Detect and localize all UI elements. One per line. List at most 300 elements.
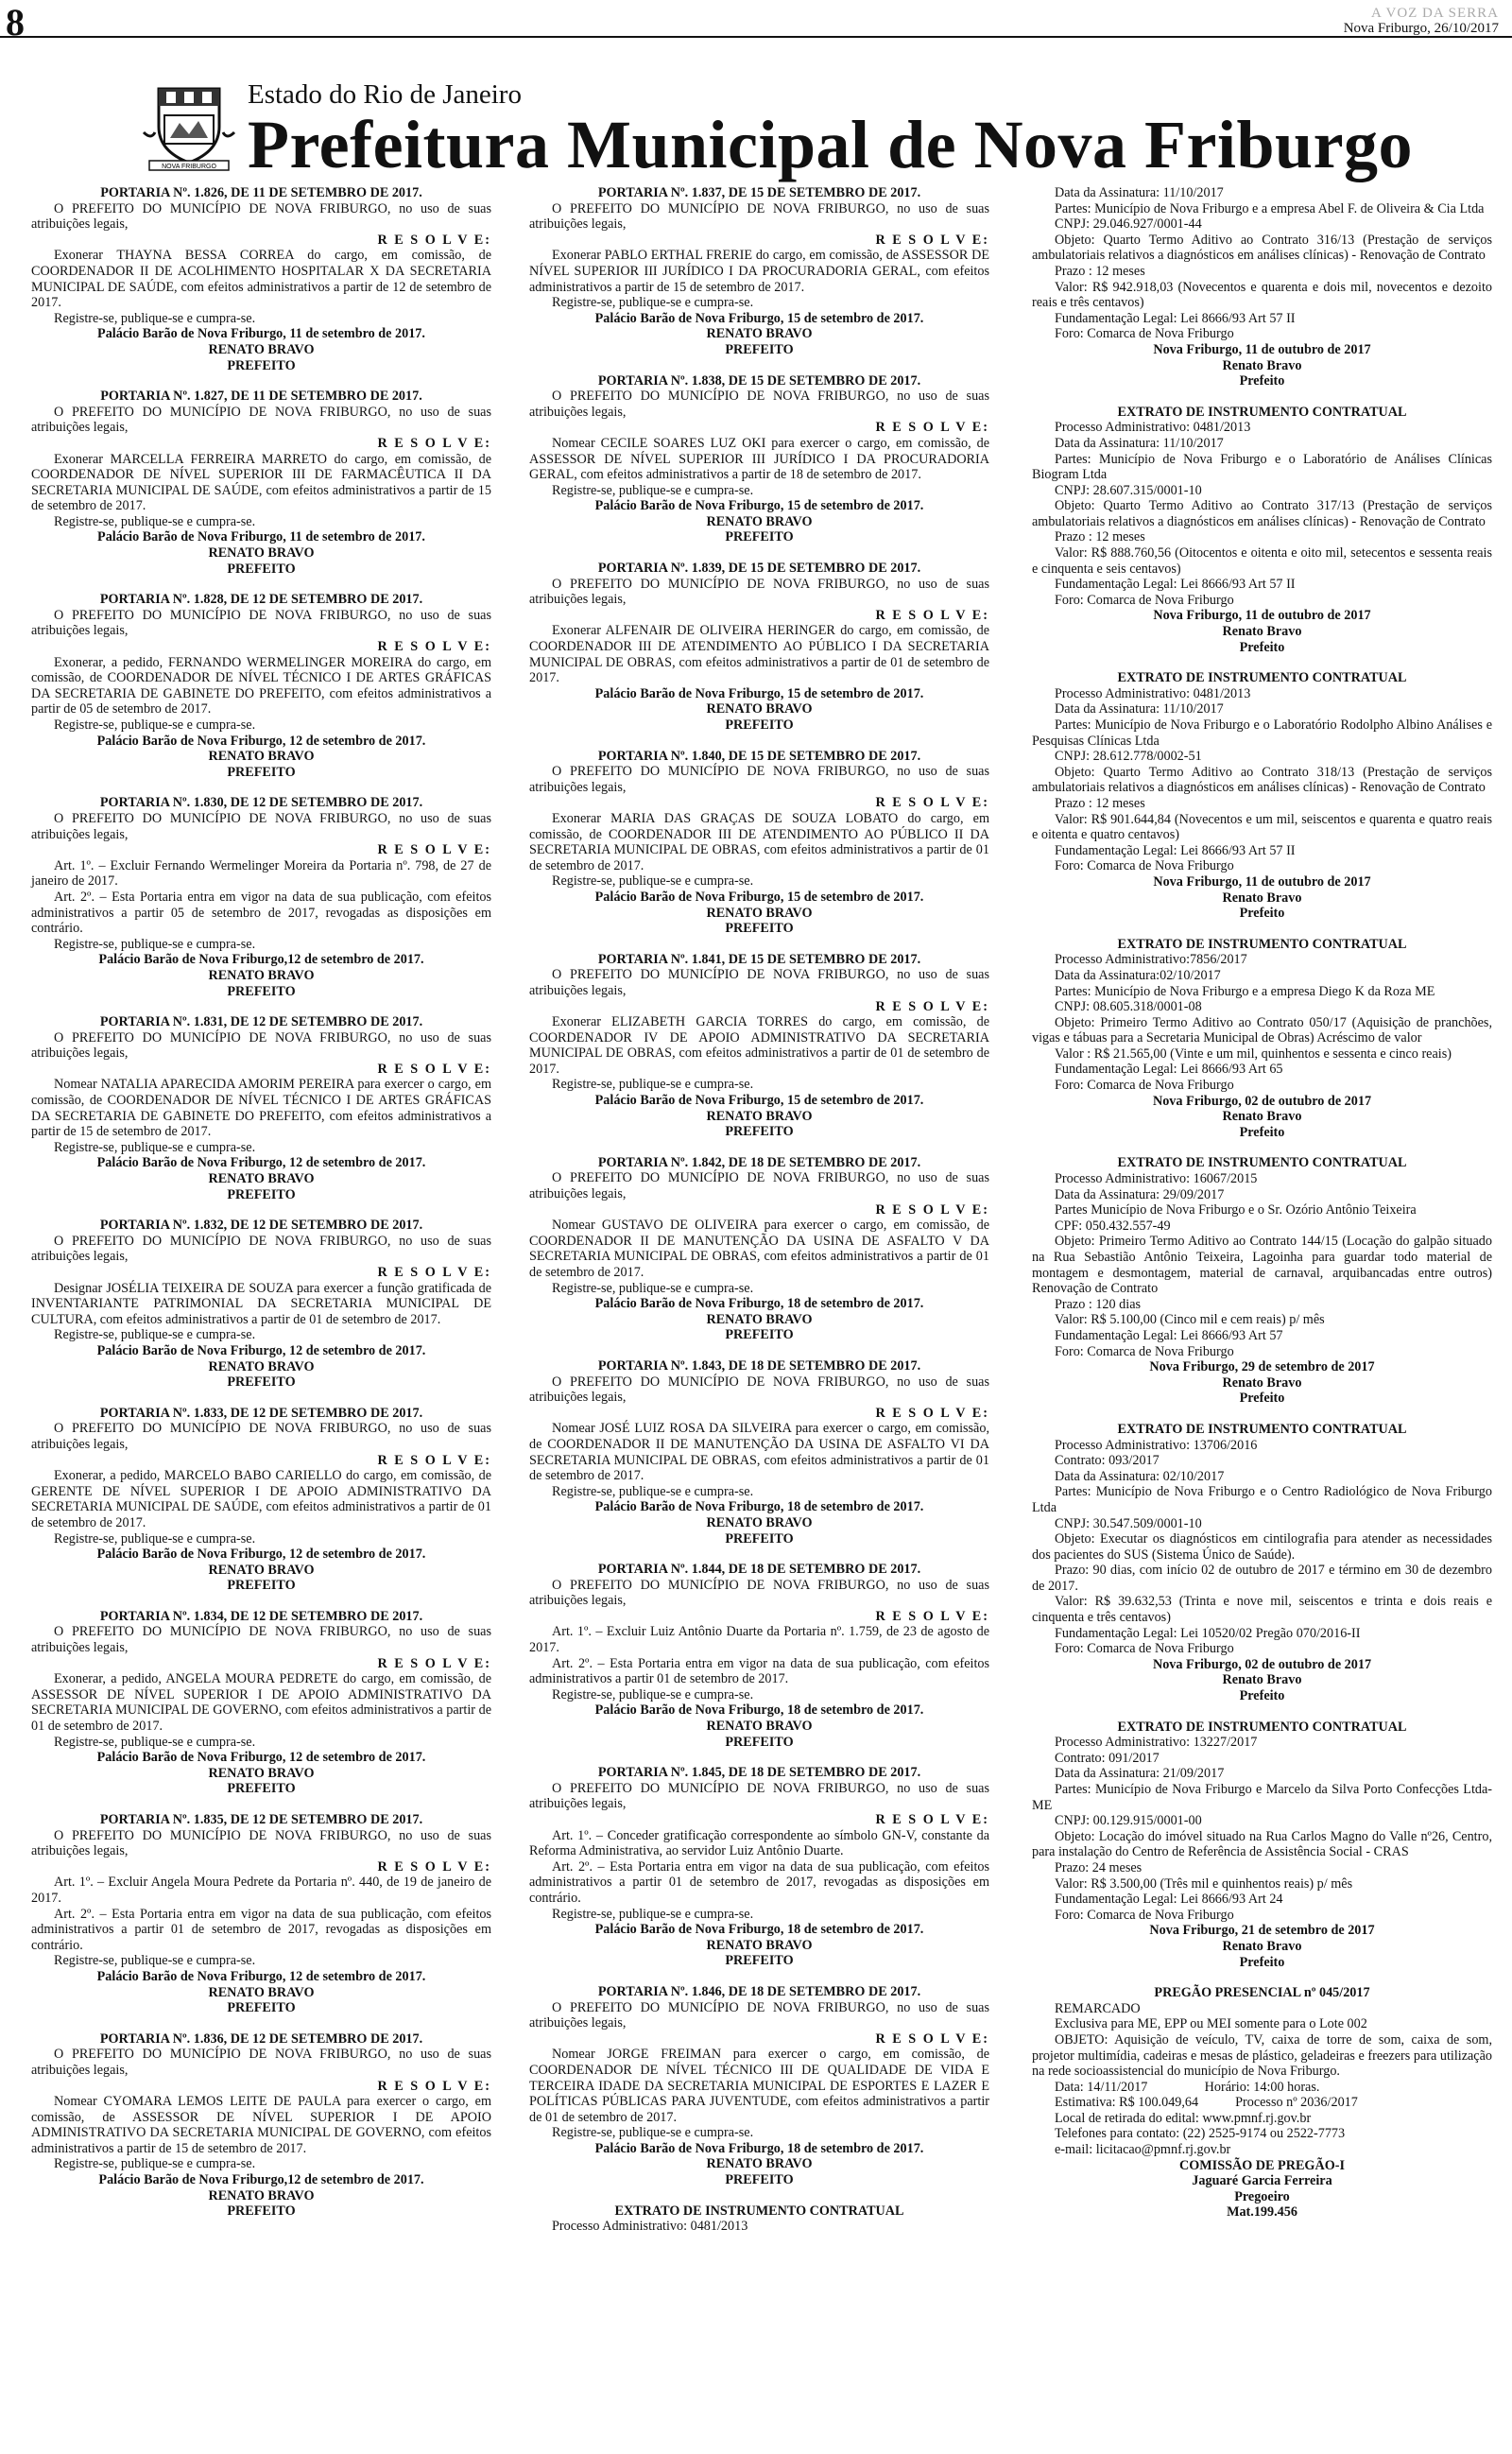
extract-line: Valor: R$ 39.632,53 (Trinta e nove mil, seiscentos e trinta e dois reais e cinquenta e três centavos) bbox=[1032, 1594, 1492, 1626]
portaria-place-date: Palácio Barão de Nova Friburgo, 12 de setembro de 2017. bbox=[96, 1547, 426, 1563]
extract-line: Processo Administrativo: 0481/2013 bbox=[1055, 420, 1251, 436]
portaria-block bbox=[31, 185, 491, 373]
pregao-line: REMARCADO bbox=[1055, 2000, 1141, 2016]
portaria-block bbox=[529, 1984, 989, 2188]
signer-name: RENATO BRAVO bbox=[208, 1765, 315, 1781]
portaria-register: Registre-se, publique-se e cumpra-se. bbox=[552, 1280, 754, 1296]
portaria-register: Registre-se, publique-se e cumpra-se. bbox=[54, 717, 256, 733]
extract-line: Valor: R$ 3.500,00 (Três mil e quinhentos reais) p/ mês bbox=[1055, 1875, 1353, 1892]
extract-line: Processo Administrativo: 13706/2016 bbox=[1055, 1437, 1258, 1453]
portaria-block bbox=[31, 592, 491, 780]
portaria-register: Registre-se, publique-se e cumpra-se. bbox=[54, 2156, 256, 2172]
extract-line: Foro: Comarca de Nova Friburgo bbox=[1055, 592, 1234, 608]
portaria-register: Registre-se, publique-se e cumpra-se. bbox=[552, 295, 754, 311]
extract-date: Nova Friburgo, 02 de outubro de 2017 bbox=[1152, 1093, 1372, 1109]
portaria-intro: O PREFEITO DO MUNICÍPIO DE NOVA FRIBURGO, no uso de suas atribuições legais, bbox=[31, 810, 491, 842]
portaria-block bbox=[529, 1358, 989, 1547]
signer-role: PREFEITO bbox=[725, 717, 794, 733]
portaria-body: Nomear CECILE SOARES LUZ OKI para exercer o cargo, em comissão, de ASSESSOR DE NÍVEL SUPERIOR III JURÍDICO I DA PROCURADORIA GERAL, com efeitos administrativos a partir de 18 de setembro de 2017. bbox=[529, 435, 989, 483]
resolve-label: R E S O L V E: bbox=[377, 1655, 491, 1671]
signer-name: Renato Bravo bbox=[1222, 1672, 1302, 1688]
portaria-title: PORTARIA Nº. 1.843, DE 18 DE SETEMBRO DE 2017. bbox=[597, 1357, 921, 1374]
portaria-title: PORTARIA Nº. 1.832, DE 12 DE SETEMBRO DE 2017. bbox=[99, 1218, 423, 1234]
portaria-register: Registre-se, publique-se e cumpra-se. bbox=[552, 482, 754, 498]
signer-name: RENATO BRAVO bbox=[208, 341, 315, 357]
signer-name: RENATO BRAVO bbox=[208, 967, 315, 983]
portaria-block bbox=[31, 1609, 491, 1797]
signer-role: Prefeito bbox=[1239, 906, 1285, 922]
resolve-label: R E S O L V E: bbox=[875, 420, 989, 436]
portaria-place-date: Palácio Barão de Nova Friburgo,12 de setembro de 2017. bbox=[98, 952, 424, 968]
extract-line: Valor: R$ 5.100,00 (Cinco mil e cem reais) p/ mês bbox=[1055, 1312, 1325, 1328]
portaria-place-date: Palácio Barão de Nova Friburgo, 12 de setembro de 2017. bbox=[96, 1968, 426, 1984]
extract-block bbox=[1032, 937, 1492, 1141]
portaria-intro: O PREFEITO DO MUNICÍPIO DE NOVA FRIBURGO, no uso de suas atribuições legais, bbox=[529, 1780, 989, 1812]
extract-line: Valor: R$ 942.918,03 (Novecentos e quarenta e dois mil, novecentos e dezoito reais e três centavos) bbox=[1032, 279, 1492, 311]
signer-name: Renato Bravo bbox=[1222, 1109, 1302, 1125]
portaria-register: Registre-se, publique-se e cumpra-se. bbox=[552, 1686, 754, 1702]
signer-role: PREFEITO bbox=[725, 1530, 794, 1547]
portaria-title: PORTARIA Nº. 1.846, DE 18 DE SETEMBRO DE 2017. bbox=[597, 1983, 921, 1999]
portaria-intro: O PREFEITO DO MUNICÍPIO DE NOVA FRIBURGO, no uso de suas atribuições legais, bbox=[31, 1421, 491, 1452]
portaria-register: Registre-se, publique-se e cumpra-se. bbox=[552, 1077, 754, 1093]
portaria-block bbox=[529, 373, 989, 546]
portaria-body-2: Art. 2º. – Esta Portaria entra em vigor na data de sua publicação, com efeitos administrativos a partir 05 de setembro de 2017, revogadas as disposições em contrário. bbox=[31, 889, 491, 937]
city-crest-icon bbox=[142, 78, 236, 172]
portaria-intro: O PREFEITO DO MUNICÍPIO DE NOVA FRIBURGO, no uso de suas atribuições legais, bbox=[31, 2047, 491, 2078]
extract-block bbox=[1032, 185, 1492, 389]
resolve-label: R E S O L V E: bbox=[875, 1201, 989, 1218]
extract-line: Objeto: Primeiro Termo Aditivo ao Contrato 050/17 (Aquisição de pranchões, vigas e tábuas para a Secretaria Municipal de Obras) Acréscimo de valor bbox=[1032, 1014, 1492, 1046]
extract-line: CNPJ: 28.607.315/0001-10 bbox=[1055, 482, 1202, 498]
portaria-place-date: Palácio Barão de Nova Friburgo, 15 de setembro de 2017. bbox=[594, 1093, 924, 1109]
portaria-place-date: Palácio Barão de Nova Friburgo, 18 de setembro de 2017. bbox=[594, 1296, 924, 1312]
extract-line: Foro: Comarca de Nova Friburgo bbox=[1055, 858, 1234, 874]
portaria-block bbox=[529, 185, 989, 358]
portaria-register: Registre-se, publique-se e cumpra-se. bbox=[54, 1530, 256, 1547]
portaria-block bbox=[31, 389, 491, 577]
portaria-title: PORTARIA Nº. 1.837, DE 15 DE SETEMBRO DE 2017. bbox=[597, 185, 921, 200]
portaria-title: PORTARIA Nº. 1.827, DE 11 DE SETEMBRO DE 2017. bbox=[100, 389, 422, 405]
portaria-title: PORTARIA Nº. 1.826, DE 11 DE SETEMBRO DE 2017. bbox=[100, 185, 422, 200]
portaria-block bbox=[529, 1155, 989, 1343]
extract-line: Data da Assinatura: 21/09/2017 bbox=[1055, 1766, 1225, 1782]
signer-name: RENATO BRAVO bbox=[208, 1984, 315, 2000]
extract-title: EXTRATO DE INSTRUMENTO CONTRATUAL bbox=[1117, 1719, 1407, 1735]
extract-date: Nova Friburgo, 11 de outubro de 2017 bbox=[1153, 873, 1371, 890]
portaria-place-date: Palácio Barão de Nova Friburgo, 15 de setembro de 2017. bbox=[594, 685, 924, 701]
signer-name: RENATO BRAVO bbox=[706, 513, 813, 529]
extract-line: Contrato: 093/2017 bbox=[1055, 1453, 1160, 1469]
extract-line: Fundamentação Legal: Lei 8666/93 Art 65 bbox=[1055, 1062, 1283, 1078]
extract-line: Foro: Comarca de Nova Friburgo bbox=[1055, 1641, 1234, 1657]
signer-role: Prefeito bbox=[1239, 1688, 1285, 1704]
extract-title: EXTRATO DE INSTRUMENTO CONTRATUAL bbox=[1117, 1155, 1407, 1171]
portaria-register: Registre-se, publique-se e cumpra-se. bbox=[552, 2125, 754, 2141]
portaria-place-date: Palácio Barão de Nova Friburgo, 11 de setembro de 2017. bbox=[97, 529, 425, 545]
extract-line: Fundamentação Legal: Lei 10520/02 Pregão 070/2016-II bbox=[1055, 1625, 1361, 1641]
signer-name: RENATO BRAVO bbox=[208, 1358, 315, 1374]
signer-role: PREFEITO bbox=[725, 1734, 794, 1750]
column-2 bbox=[529, 185, 989, 2250]
pregao-line: Data: 14/11/2017 Horário: 14:00 horas. bbox=[1055, 2079, 1320, 2095]
portaria-register: Registre-se, publique-se e cumpra-se. bbox=[552, 873, 754, 890]
portaria-register: Registre-se, publique-se e cumpra-se. bbox=[54, 1139, 256, 1155]
signer-name: RENATO BRAVO bbox=[208, 1562, 315, 1578]
portaria-register: Registre-se, publique-se e cumpra-se. bbox=[54, 1734, 256, 1750]
signer-role: PREFEITO bbox=[227, 983, 296, 999]
resolve-label: R E S O L V E: bbox=[377, 435, 491, 451]
signer-name: Renato Bravo bbox=[1222, 1374, 1302, 1391]
extract-block bbox=[529, 2203, 989, 2235]
extract-line: Foro: Comarca de Nova Friburgo bbox=[1055, 1343, 1234, 1359]
publication-name: A VOZ DA SERRA bbox=[1371, 6, 1499, 21]
signer-name: Jaguaré Garcia Ferreira bbox=[1192, 2173, 1332, 2189]
resolve-label: R E S O L V E: bbox=[875, 1608, 989, 1624]
resolve-label: R E S O L V E: bbox=[377, 1061, 491, 1077]
portaria-intro: O PREFEITO DO MUNICÍPIO DE NOVA FRIBURGO, no uso de suas atribuições legais, bbox=[529, 1170, 989, 1202]
extract-line: Prazo : 120 dias bbox=[1055, 1296, 1142, 1312]
extract-line: Objeto: Quarto Termo Aditivo ao Contrato 317/13 (Prestação de serviços ambulatoriais relativos a diagnósticos em análises clínicas) - Renovação de Contrato bbox=[1032, 498, 1492, 529]
portaria-intro: O PREFEITO DO MUNICÍPIO DE NOVA FRIBURGO, no uso de suas atribuições legais, bbox=[529, 764, 989, 795]
portaria-title: PORTARIA Nº. 1.844, DE 18 DE SETEMBRO DE 2017. bbox=[597, 1562, 921, 1578]
signer-mat: Mat.199.456 bbox=[1227, 2204, 1297, 2221]
portaria-body: Exonerar, a pedido, ANGELA MOURA PEDRETE do cargo, em comissão, de ASSESSOR DE NÍVEL SUPERIOR I DE APOIO ADMINISTRATIVO DA SECRETARIA MUNICIPAL DE GOVERNO, com efeitos administrativos a partir de 01 de setembro de 2017. bbox=[31, 1671, 491, 1735]
resolve-label: R E S O L V E: bbox=[875, 2031, 989, 2047]
portaria-intro: O PREFEITO DO MUNICÍPIO DE NOVA FRIBURGO, no uso de suas atribuições legais, bbox=[31, 1624, 491, 1656]
resolve-label: R E S O L V E: bbox=[377, 2078, 491, 2094]
commission-name: COMISSÃO DE PREGÃO-I bbox=[1179, 2157, 1345, 2173]
portaria-place-date: Palácio Barão de Nova Friburgo, 15 de setembro de 2017. bbox=[594, 889, 924, 905]
portaria-place-date: Palácio Barão de Nova Friburgo, 15 de setembro de 2017. bbox=[594, 310, 924, 326]
portaria-register: Registre-se, publique-se e cumpra-se. bbox=[552, 1906, 754, 1922]
portaria-body: Exonerar MARIA DAS GRAÇAS DE SOUZA LOBATO do cargo, em comissão, de COORDENADOR III DE ATENDIMENTO AO PÚBLICO II DA SECRETARIA MUNICIPAL DE OBRAS, com efeitos administrativos a partir de 01 de setembro de 2017. bbox=[529, 810, 989, 873]
extract-block bbox=[1032, 405, 1492, 656]
portaria-body: Exonerar PABLO ERTHAL FRERIE do cargo, em comissão, de ASSESSOR DE NÍVEL SUPERIOR III JURÍDICO I DA PROCURADORIA GERAL, com efeitos administrativos a partir de 15 de setembro de 2017. bbox=[529, 248, 989, 295]
pregao-line: OBJETO: Aquisição de veículo, TV, caixa de torre de som, caixa de som, projetor multimídia, cadeiras e mesas de plástico, geladeiras e freezers para utilização na rede socioassistencial do município de Nova Friburgo. bbox=[1032, 2031, 1496, 2080]
portaria-body: Exonerar THAYNA BESSA CORREA do cargo, em comissão, de COORDENADOR II DE ACOLHIMENTO HOSPITALAR X DA SECRETARIA MUNICIPAL DE SAÚDE, com efeitos administrativos a partir de 12 de setembro de 2017. bbox=[31, 248, 491, 311]
signer-name: RENATO BRAVO bbox=[706, 326, 813, 342]
portaria-body: Art. 1º. – Excluir Fernando Wermelinger Moreira da Portaria nº. 798, de 27 de janeiro de 2017. bbox=[31, 857, 491, 890]
extract-line: Prazo: 90 dias, com início 02 de outubro de 2017 e término em 30 de dezembro de 2017. bbox=[1032, 1563, 1492, 1594]
signer-role: PREFEITO bbox=[725, 1327, 794, 1343]
signer-name: RENATO BRAVO bbox=[706, 1514, 813, 1530]
portaria-intro: O PREFEITO DO MUNICÍPIO DE NOVA FRIBURGO, no uso de suas atribuições legais, bbox=[31, 404, 491, 436]
extract-date: Nova Friburgo, 11 de outubro de 2017 bbox=[1153, 608, 1371, 624]
signer-role: PREFEITO bbox=[725, 2172, 794, 2188]
portaria-place-date: Palácio Barão de Nova Friburgo,12 de setembro de 2017. bbox=[98, 2172, 424, 2188]
portaria-title: PORTARIA Nº. 1.839, DE 15 DE SETEMBRO DE 2017. bbox=[597, 561, 921, 577]
extract-line: CNPJ: 30.547.509/0001-10 bbox=[1055, 1515, 1202, 1531]
resolve-label: R E S O L V E: bbox=[875, 607, 989, 623]
signer-role: Prefeito bbox=[1239, 1124, 1285, 1140]
extract-line: Foro: Comarca de Nova Friburgo bbox=[1055, 1907, 1234, 1923]
publication-date: Nova Friburgo, 26/10/2017 bbox=[1343, 21, 1499, 36]
signer-role: Prefeito bbox=[1239, 1391, 1285, 1407]
portaria-title: PORTARIA Nº. 1.836, DE 12 DE SETEMBRO DE 2017. bbox=[99, 2031, 423, 2047]
signer-role: Pregoeiro bbox=[1234, 2188, 1290, 2204]
extract-line: Processo Administrativo: 13227/2017 bbox=[1055, 1735, 1258, 1751]
portaria-body: Designar JOSÉLIA TEIXEIRA DE SOUZA para exercer a função gratificada de INVENTARIANTE PATRIMONIAL DA SECRETARIA MUNICIPAL DE CULTURA, com efeitos administrativos a partir de 01 de setembro de 2017. bbox=[31, 1280, 491, 1327]
extract-line: Objeto: Quarto Termo Aditivo ao Contrato 316/13 (Prestação de serviços ambulatoriais relativos a diagnósticos em análises clínicas) - Renovação de Contrato bbox=[1032, 232, 1492, 264]
column-1 bbox=[31, 185, 491, 2235]
extract-line: Fundamentação Legal: Lei 8666/93 Art 57 II bbox=[1055, 310, 1296, 326]
signer-name: RENATO BRAVO bbox=[208, 545, 315, 562]
portaria-intro: O PREFEITO DO MUNICÍPIO DE NOVA FRIBURGO, no uso de suas atribuições legais, bbox=[31, 607, 491, 639]
portaria-place-date: Palácio Barão de Nova Friburgo, 12 de setembro de 2017. bbox=[96, 1750, 426, 1766]
portaria-block bbox=[529, 561, 989, 734]
portaria-register: Registre-se, publique-se e cumpra-se. bbox=[54, 936, 256, 952]
signer-name: RENATO BRAVO bbox=[706, 1108, 813, 1124]
portaria-place-date: Palácio Barão de Nova Friburgo, 15 de setembro de 2017. bbox=[594, 498, 924, 514]
extract-block bbox=[1032, 1720, 1492, 1971]
portaria-block bbox=[529, 1562, 989, 1750]
extract-line: Objeto: Locação do imóvel situado na Rua Carlos Magno do Valle nº26, Centro, para instalação do Centro de Referência de Assistência Social - CRAS bbox=[1032, 1828, 1492, 1860]
portaria-intro: O PREFEITO DO MUNICÍPIO DE NOVA FRIBURGO, no uso de suas atribuições legais, bbox=[529, 967, 989, 998]
portaria-register: Registre-se, publique-se e cumpra-se. bbox=[552, 1483, 754, 1499]
portaria-intro: O PREFEITO DO MUNICÍPIO DE NOVA FRIBURGO, no uso de suas atribuições legais, bbox=[529, 1577, 989, 1609]
pregao-block bbox=[1032, 1985, 1496, 2221]
signer-name: Renato Bravo bbox=[1222, 890, 1302, 906]
portaria-intro: O PREFEITO DO MUNICÍPIO DE NOVA FRIBURGO, no uso de suas atribuições legais, bbox=[529, 576, 989, 608]
portaria-block bbox=[529, 749, 989, 937]
signer-name: RENATO BRAVO bbox=[208, 749, 315, 765]
portaria-register: Registre-se, publique-se e cumpra-se. bbox=[54, 310, 256, 326]
portaria-body: Art. 1º. – Excluir Angela Moura Pedrete da Portaria nº. 440, de 19 de janeiro de 2017. bbox=[31, 1875, 491, 1906]
portaria-place-date: Palácio Barão de Nova Friburgo, 12 de setembro de 2017. bbox=[96, 1155, 426, 1171]
portaria-block bbox=[31, 1812, 491, 2016]
extract-line: Objeto: Executar os diagnósticos em cintilografia para atender as necessidades dos pacientes do SUS (Sistema Único de Saúde). bbox=[1032, 1531, 1492, 1563]
portaria-intro: O PREFEITO DO MUNICÍPIO DE NOVA FRIBURGO, no uso de suas atribuições legais, bbox=[529, 389, 989, 420]
portaria-title: PORTARIA Nº. 1.838, DE 15 DE SETEMBRO DE 2017. bbox=[597, 372, 921, 389]
portaria-title: PORTARIA Nº. 1.835, DE 12 DE SETEMBRO DE 2017. bbox=[99, 1812, 423, 1827]
extract-block bbox=[1032, 1155, 1492, 1407]
signer-name: RENATO BRAVO bbox=[706, 905, 813, 921]
extract-line: Valor : R$ 21.565,00 (Vinte e um mil, quinhentos e sessenta e cinco reais) bbox=[1055, 1046, 1452, 1062]
portaria-block bbox=[31, 1218, 491, 1391]
signer-role: PREFEITO bbox=[227, 1781, 296, 1797]
extract-line: Processo Administrativo: 16067/2015 bbox=[1055, 1171, 1258, 1187]
portaria-place-date: Palácio Barão de Nova Friburgo, 18 de setembro de 2017. bbox=[594, 1922, 924, 1938]
resolve-label: R E S O L V E: bbox=[377, 232, 491, 248]
masthead bbox=[1344, 6, 1499, 36]
resolve-label: R E S O L V E: bbox=[377, 842, 491, 858]
portaria-block bbox=[31, 1406, 491, 1594]
extract-date: Nova Friburgo, 02 de outubro de 2017 bbox=[1152, 1656, 1372, 1672]
portaria-place-date: Palácio Barão de Nova Friburgo, 18 de setembro de 2017. bbox=[594, 1499, 924, 1515]
extract-title: EXTRATO DE INSTRUMENTO CONTRATUAL bbox=[1117, 936, 1407, 952]
page-title: Prefeitura Municipal de Nova Friburgo bbox=[248, 107, 1414, 182]
extract-line: Processo Administrativo: 0481/2013 bbox=[552, 2219, 748, 2235]
extract-line: Partes: Município de Nova Friburgo e a empresa Diego K da Roza ME bbox=[1055, 983, 1435, 999]
extract-line: Processo Administrativo:7856/2017 bbox=[1055, 952, 1247, 968]
extract-line: Fundamentação Legal: Lei 8666/93 Art 57 bbox=[1055, 1327, 1283, 1343]
portaria-title: PORTARIA Nº. 1.841, DE 15 DE SETEMBRO DE 2017. bbox=[597, 951, 921, 967]
extract-line: Data da Assinatura: 11/10/2017 bbox=[1055, 185, 1224, 200]
extract-block bbox=[1032, 1422, 1492, 1704]
extract-line: Data da Assinatura: 02/10/2017 bbox=[1055, 1468, 1225, 1484]
extract-line: Data da Assinatura: 11/10/2017 bbox=[1055, 701, 1224, 717]
portaria-body: Exonerar MARCELLA FERREIRA MARRETO do cargo, em comissão, de COORDENADOR DE NÍVEL SUPERIOR III DE FARMACÊUTICA II DA SECRETARIA MUNICIPAL DE SAÚDE, com efeitos administrativos a partir de 15 de setembro de 2017. bbox=[31, 451, 491, 514]
top-rule bbox=[0, 36, 1512, 38]
extract-line: CNPJ: 08.605.318/0001-08 bbox=[1055, 999, 1202, 1015]
portaria-register: Registre-se, publique-se e cumpra-se. bbox=[54, 1327, 256, 1343]
pregao-title: PREGÃO PRESENCIAL nº 045/2017 bbox=[1154, 1985, 1370, 2001]
state-name: Estado do Rio de Janeiro bbox=[248, 79, 522, 110]
portaria-register: Registre-se, publique-se e cumpra-se. bbox=[54, 1953, 256, 1969]
signer-role: PREFEITO bbox=[725, 1953, 794, 1969]
portaria-block bbox=[529, 1765, 989, 1969]
resolve-label: R E S O L V E: bbox=[875, 795, 989, 811]
portaria-body: Art. 1º. – Conceder gratificação correspondente ao símbolo GN-V, constante da Reforma Administrativa, ao servidor Luiz Antônio Duarte. bbox=[529, 1827, 989, 1859]
extract-line: Partes: Município de Nova Friburgo e o Laboratório de Análises Clínicas Biogram Ltda bbox=[1032, 451, 1492, 483]
portaria-title: PORTARIA Nº. 1.831, DE 12 DE SETEMBRO DE 2017. bbox=[99, 1014, 423, 1030]
portaria-body: Nomear GUSTAVO DE OLIVEIRA para exercer o cargo, em comissão, de COORDENADOR II DE MANUTENÇÃO DA USINA DE ASFALTO V DA SECRETARIA MUNICIPAL DE OBRAS, com efeitos administrativos a partir de 01 de setembro de 2017. bbox=[529, 1218, 989, 1280]
portaria-body-2: Art. 2º. – Esta Portaria entra em vigor na data de sua publicação, com efeitos administrativos a partir 01 de setembro de 2017, revogadas as disposições em contrário. bbox=[529, 1858, 989, 1906]
extract-line: Prazo: 24 meses bbox=[1055, 1859, 1143, 1875]
portaria-title: PORTARIA Nº. 1.828, DE 12 DE SETEMBRO DE 2017. bbox=[99, 592, 423, 608]
portaria-intro: O PREFEITO DO MUNICÍPIO DE NOVA FRIBURGO, no uso de suas atribuições legais, bbox=[529, 1999, 989, 2031]
extract-date: Nova Friburgo, 21 de setembro de 2017 bbox=[1149, 1923, 1375, 1939]
extract-line: CNPJ: 29.046.927/0001-44 bbox=[1055, 216, 1202, 233]
extract-line: Fundamentação Legal: Lei 8666/93 Art 57 II bbox=[1055, 577, 1296, 593]
pregao-line: Estimativa: R$ 100.049,64 Processo nº 2036/2017 bbox=[1055, 2095, 1358, 2111]
portaria-block bbox=[31, 795, 491, 999]
pregao-line: e-mail: licitacao@pmnf.rj.gov.br bbox=[1055, 2142, 1231, 2158]
pregao-line: Local de retirada do edital: www.pmnf.rj.gov.br bbox=[1055, 2110, 1312, 2126]
resolve-label: R E S O L V E: bbox=[875, 998, 989, 1014]
pregao-line: Telefones para contato: (22) 2525-9174 ou 2522-7773 bbox=[1055, 2126, 1346, 2142]
pregao-line: Exclusiva para ME, EPP ou MEI somente para o Lote 002 bbox=[1055, 2016, 1367, 2032]
extract-line: CNPJ: 00.129.915/0001-00 bbox=[1055, 1813, 1202, 1829]
signer-name: RENATO BRAVO bbox=[706, 2156, 813, 2172]
signer-role: PREFEITO bbox=[725, 921, 794, 937]
page-number: 8 bbox=[6, 1, 25, 43]
signer-role: PREFEITO bbox=[227, 561, 296, 577]
signer-name: RENATO BRAVO bbox=[706, 701, 813, 717]
extract-line: CNPJ: 28.612.778/0002-51 bbox=[1055, 749, 1202, 765]
signer-role: PREFEITO bbox=[227, 357, 296, 373]
portaria-place-date: Palácio Barão de Nova Friburgo, 11 de setembro de 2017. bbox=[97, 326, 425, 342]
portaria-title: PORTARIA Nº. 1.833, DE 12 DE SETEMBRO DE 2017. bbox=[99, 1405, 423, 1421]
signer-name: Renato Bravo bbox=[1222, 357, 1302, 373]
portaria-body: Exonerar, a pedido, FERNANDO WERMELINGER MOREIRA do cargo, em comissão, de COORDENADOR DE NÍVEL TÉCNICO I DE ARTES GRÁFICAS DA SECRETARIA DE GABINETE DO PREFEITO, com efeitos administrativos a partir de 05 de setembro de 2017. bbox=[31, 654, 491, 717]
signer-name: RENATO BRAVO bbox=[706, 1311, 813, 1327]
extract-line: Fundamentação Legal: Lei 8666/93 Art 57 II bbox=[1055, 842, 1296, 858]
portaria-body: Nomear NATALIA APARECIDA AMORIM PEREIRA para exercer o cargo, em comissão, de COORDENADOR DE NÍVEL TÉCNICO I DE ARTES GRÁFICAS DA SECRETARIA DE GABINETE DO PREFEITO, com efeitos administrativos a partir de 15 de setembro de 2017. bbox=[31, 1077, 491, 1140]
signer-role: PREFEITO bbox=[227, 2203, 296, 2220]
signer-role: PREFEITO bbox=[227, 2000, 296, 2016]
extract-line: Foro: Comarca de Nova Friburgo bbox=[1055, 1078, 1234, 1094]
extract-line: Data da Assinatura: 29/09/2017 bbox=[1055, 1186, 1225, 1202]
extract-line: Data da Assinatura: 11/10/2017 bbox=[1055, 435, 1224, 451]
extract-line: Data da Assinatura:02/10/2017 bbox=[1055, 967, 1221, 983]
resolve-label: R E S O L V E: bbox=[875, 1812, 989, 1827]
signer-role: Prefeito bbox=[1239, 639, 1285, 655]
resolve-label: R E S O L V E: bbox=[875, 232, 989, 248]
extract-line: Contrato: 091/2017 bbox=[1055, 1750, 1160, 1766]
portaria-place-date: Palácio Barão de Nova Friburgo, 12 de setembro de 2017. bbox=[96, 733, 426, 749]
signer-role: PREFEITO bbox=[725, 1124, 794, 1140]
portaria-place-date: Palácio Barão de Nova Friburgo, 18 de setembro de 2017. bbox=[594, 1702, 924, 1719]
resolve-label: R E S O L V E: bbox=[377, 1858, 491, 1875]
signer-name: RENATO BRAVO bbox=[208, 1171, 315, 1187]
signer-role: PREFEITO bbox=[227, 1374, 296, 1391]
resolve-label: R E S O L V E: bbox=[377, 1265, 491, 1280]
column-3 bbox=[1032, 185, 1496, 2236]
resolve-label: R E S O L V E: bbox=[875, 1405, 989, 1421]
extract-line: Processo Administrativo: 0481/2013 bbox=[1055, 685, 1251, 701]
extract-date: Nova Friburgo, 29 de setembro de 2017 bbox=[1149, 1359, 1375, 1375]
extract-line: CPF: 050.432.557-49 bbox=[1055, 1218, 1171, 1234]
signer-role: Prefeito bbox=[1239, 373, 1285, 389]
portaria-block bbox=[31, 1014, 491, 1202]
portaria-body: Art. 1º. – Excluir Luiz Antônio Duarte da Portaria nº. 1.759, de 23 de agosto de 2017. bbox=[529, 1624, 989, 1656]
crest-label: NOVA FRIBURGO bbox=[162, 164, 216, 170]
extract-line: Objeto: Primeiro Termo Aditivo ao Contrato 144/15 (Locação do galpão situado na Rua Sebastião Antônio Teixeira, Lagoinha para guardar todo material de montagem e desmontagem, material de carnaval, arquibancadas entre outros) Renovação de Contrato bbox=[1032, 1234, 1492, 1297]
signer-name: RENATO BRAVO bbox=[706, 1719, 813, 1735]
signer-name: RENATO BRAVO bbox=[208, 2187, 315, 2203]
extract-line: Partes Município de Nova Friburgo e o Sr. Ozório Antônio Teixeira bbox=[1055, 1202, 1417, 1218]
portaria-intro: O PREFEITO DO MUNICÍPIO DE NOVA FRIBURGO, no uso de suas atribuições legais, bbox=[529, 200, 989, 233]
signer-role: PREFEITO bbox=[725, 529, 794, 545]
extract-line: Prazo : 12 meses bbox=[1055, 529, 1145, 545]
portaria-intro: O PREFEITO DO MUNICÍPIO DE NOVA FRIBURGO, no uso de suas atribuições legais, bbox=[31, 1827, 491, 1859]
portaria-body-2: Art. 2º. – Esta Portaria entra em vigor na data de sua publicação, com efeitos administrativos a partir 01 de setembro de 2017, revogadas as disposições em contrário. bbox=[31, 1906, 491, 1953]
extract-line: Objeto: Quarto Termo Aditivo ao Contrato 318/13 (Prestação de serviços ambulatoriais relativos a diagnósticos em análises clínicas) - Renovação de Contrato bbox=[1032, 764, 1492, 796]
portaria-intro: O PREFEITO DO MUNICÍPIO DE NOVA FRIBURGO, no uso de suas atribuições legais, bbox=[31, 1233, 491, 1265]
resolve-label: R E S O L V E: bbox=[377, 639, 491, 655]
portaria-body: Exonerar, a pedido, MARCELO BABO CARIELLO do cargo, em comissão, de GERENTE DE NÍVEL SUPERIOR I DE APOIO ADMINISTRATIVO DA SECRETARIA MUNICIPAL DE SAÚDE, com efeitos administrativos a partir de 01 de setembro de 2017. bbox=[31, 1468, 491, 1530]
signer-name: RENATO BRAVO bbox=[706, 1937, 813, 1953]
signer-role: PREFEITO bbox=[725, 341, 794, 357]
portaria-body: Nomear CYOMARA LEMOS LEITE DE PAULA para exercer o cargo, em comissão, de ASSESSOR DE NÍVEL SUPERIOR I DE APOIO ADMINISTRATIVO DA SECRETARIA MUNICIPAL DE GOVERNO, com efeitos administrativos a partir de 15 de setembro de 2017. bbox=[31, 2094, 491, 2156]
extract-block bbox=[1032, 670, 1492, 922]
extract-line: Foro: Comarca de Nova Friburgo bbox=[1055, 326, 1234, 342]
extract-line: Fundamentação Legal: Lei 8666/93 Art 24 bbox=[1055, 1892, 1283, 1908]
signer-name: Renato Bravo bbox=[1222, 624, 1302, 640]
portaria-register: Registre-se, publique-se e cumpra-se. bbox=[54, 513, 256, 529]
extract-title: EXTRATO DE INSTRUMENTO CONTRATUAL bbox=[1117, 670, 1407, 686]
portaria-place-date: Palácio Barão de Nova Friburgo, 12 de setembro de 2017. bbox=[96, 1342, 426, 1358]
extract-line: Partes: Município de Nova Friburgo e Marcelo da Silva Porto Confecções Ltda-ME bbox=[1032, 1782, 1492, 1813]
portaria-title: PORTARIA Nº. 1.842, DE 18 DE SETEMBRO DE 2017. bbox=[597, 1154, 921, 1170]
portaria-body: Exonerar ALFENAIR DE OLIVEIRA HERINGER do cargo, em comissão, de COORDENADOR III DE ATENDIMENTO AO PÚBLICO I DA SECRETARIA MUNICIPAL DE OBRAS, com efeitos administrativos a partir de 01 de setembro de 2017. bbox=[529, 623, 989, 686]
extract-line: Prazo : 12 meses bbox=[1055, 263, 1145, 279]
portaria-intro: O PREFEITO DO MUNICÍPIO DE NOVA FRIBURGO, no uso de suas atribuições legais, bbox=[529, 1374, 989, 1406]
portaria-title: PORTARIA Nº. 1.830, DE 12 DE SETEMBRO DE 2017. bbox=[99, 795, 423, 811]
signer-role: PREFEITO bbox=[227, 1578, 296, 1594]
signer-role: PREFEITO bbox=[227, 764, 296, 780]
portaria-title: PORTARIA Nº. 1.840, DE 15 DE SETEMBRO DE 2017. bbox=[597, 748, 921, 764]
extract-date: Nova Friburgo, 11 de outubro de 2017 bbox=[1153, 341, 1371, 357]
portaria-intro: O PREFEITO DO MUNICÍPIO DE NOVA FRIBURGO, no uso de suas atribuições legais, bbox=[31, 200, 491, 233]
portaria-body: Nomear JORGE FREIMAN para exercer o cargo, em comissão, de COORDENADOR DE NÍVEL TÉCNICO III DE QUALIDADE DE VIDA E TERCEIRA IDADE DA SECRETARIA MUNICIPAL DE ESPORTES E LAZER E POLÍTICAS PÚBLICAS PARA JUVENTUDE, com efeitos administrativos a partir de 01 de setembro de 2017. bbox=[529, 2047, 989, 2125]
portaria-body: Nomear JOSÉ LUIZ ROSA DA SILVEIRA para exercer o cargo, em comissão, de COORDENADOR II DE MANUTENÇÃO DA USINA DE ASFALTO VI DA SECRETARIA MUNICIPAL DE OBRAS, com efeitos administrativos a partir de 01 de setembro de 2017. bbox=[529, 1421, 989, 1484]
extract-line: Prazo : 12 meses bbox=[1055, 795, 1145, 811]
portaria-intro: O PREFEITO DO MUNICÍPIO DE NOVA FRIBURGO, no uso de suas atribuições legais, bbox=[31, 1029, 491, 1062]
portaria-title: PORTARIA Nº. 1.834, DE 12 DE SETEMBRO DE 2017. bbox=[99, 1608, 423, 1624]
resolve-label: R E S O L V E: bbox=[377, 1452, 491, 1468]
extract-line: Partes: Município de Nova Friburgo e a empresa Abel F. de Oliveira & Cia Ltda bbox=[1055, 200, 1485, 216]
portaria-block bbox=[31, 2031, 491, 2220]
signer-role: Prefeito bbox=[1239, 1954, 1285, 1970]
portaria-body: Exonerar ELIZABETH GARCIA TORRES do cargo, em comissão, de COORDENADOR IV DE APOIO ADMINISTRATIVO DA SECRETARIA MUNICIPAL DE OBRAS, com efeitos administrativos a partir de 01 de setembro de 2017. bbox=[529, 1014, 989, 1077]
signer-name: Renato Bravo bbox=[1222, 1938, 1302, 1954]
extract-line: Valor: R$ 888.760,56 (Oitocentos e oitenta e oito mil, setecentos e sessenta reais e cinquenta e seis centavos) bbox=[1032, 545, 1492, 577]
portaria-body-2: Art. 2º. – Esta Portaria entra em vigor na data de sua publicação, com efeitos administrativos a partir 01 de setembro de 2017. bbox=[529, 1655, 989, 1687]
extract-title: EXTRATO DE INSTRUMENTO CONTRATUAL bbox=[1117, 1421, 1407, 1437]
